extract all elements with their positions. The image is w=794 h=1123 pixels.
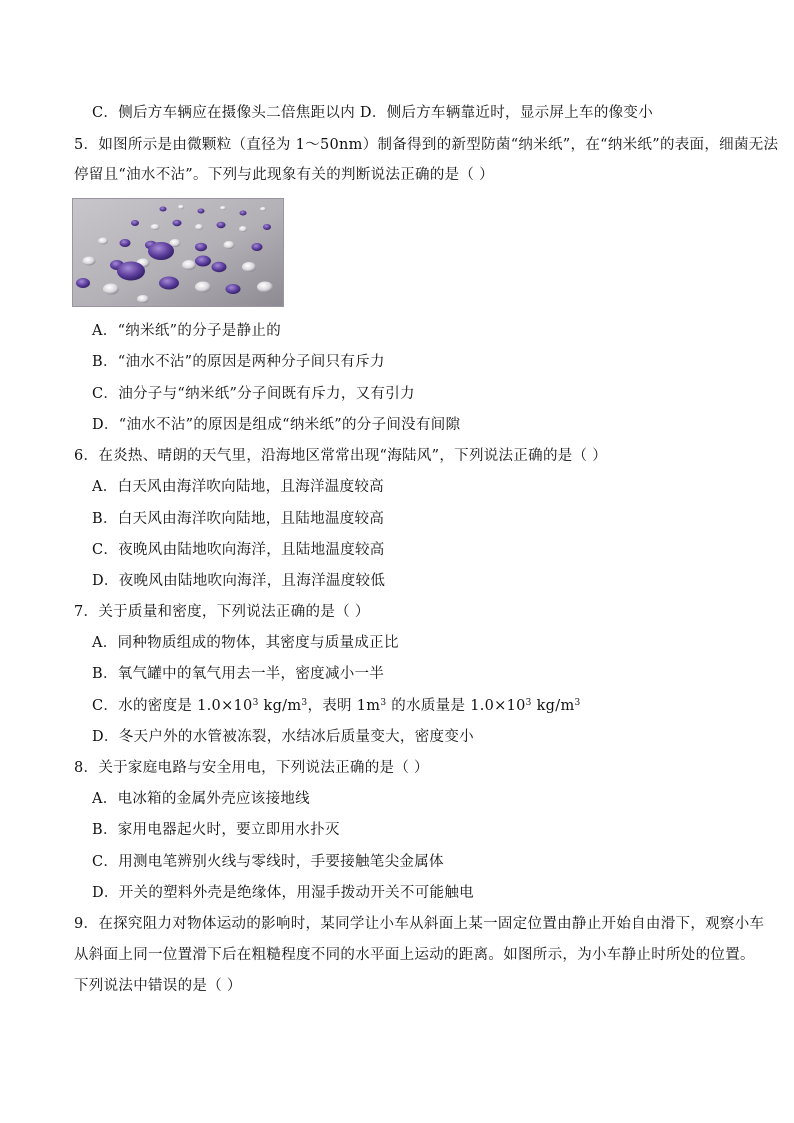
q5-option-d: D．“油水不沾”的原因是组成“纳米纸”的分子间没有间隙 — [92, 417, 461, 433]
q7-stem: 7．关于质量和密度，下列说法正确的是（ ） — [74, 604, 370, 620]
q9-stem-line1: 9．在探究阻力对物体运动的影响时，某同学让小车从斜面上某一固定位置由静止开始自由滑下，观察小车 — [74, 916, 765, 932]
q7-option-d: D．冬天户外的水管被冻裂，水结冰后质量变大，密度变小 — [92, 729, 474, 745]
q5-option-a: A．“纳米纸”的分子是静止的 — [92, 323, 281, 339]
q8-stem: 8．关于家庭电路与安全用电，下列说法正确的是（ ） — [74, 760, 429, 776]
q5-option-b: B．“油水不沾”的原因是两种分子间只有斥力 — [92, 354, 385, 370]
q8-option-b: B．家用电器起火时，要立即用水扑灭 — [92, 822, 340, 838]
q7-option-b: B．氧气罐中的氧气用去一半，密度减小一半 — [92, 666, 385, 682]
q8-option-a: A．电冰箱的金属外壳应该接地线 — [92, 791, 310, 807]
q8-option-d: D．开关的塑料外壳是绝缘体，用湿手拨动开关不可能触电 — [92, 885, 474, 901]
q8-option-c: C．用测电笔辨别火线与零线时，手要接触笔尖金属体 — [92, 854, 444, 870]
q7-option-a: A．同种物质组成的物体，其密度与质量成正比 — [92, 635, 399, 651]
q6-option-b: B．白天风由海洋吹向陆地，且陆地温度较高 — [92, 511, 385, 527]
q6-stem: 6．在炎热、晴朗的天气里，沿海地区常常出现“海陆风”，下列说法正确的是（ ） — [74, 448, 608, 464]
q9-stem-line3: 下列说法中错误的是（ ） — [74, 978, 242, 994]
q7-option-c: C．水的密度是 $1.0\times 10^3$ $kg/m^3$，表明 $1m^3$ 的水质量是 $1.0\times 10^3$ $kg/m^3$ — [92, 698, 581, 714]
q5-stem-line1: 5．如图所示是由微颗粒（直径为 1～50nm）制备得到的新型防菌“纳米纸”，在“纳米纸”的表面，细菌无法 — [74, 137, 779, 153]
q4-option-cd: C．侧后方车辆应在摄像头二倍焦距以内 D．侧后方车辆靠近时，显示屏上车的像变小 — [92, 105, 654, 121]
q5-option-c: C．油分子与“纳米纸”分子间既有斥力，又有引力 — [92, 386, 415, 402]
q6-option-d: D．夜晚风由陆地吹向海洋，且海洋温度较低 — [92, 573, 386, 589]
nano-paper-water-droplets-photo — [72, 198, 284, 307]
q9-stem-line2: 从斜面上同一位置滑下后在粗糙程度不同的水平面上运动的距离。如图所示，为小车静止时所处的位置。 — [74, 947, 755, 963]
q5-stem-line2: 停留且“油水不沾”。下列与此现象有关的判断说法正确的是（ ） — [74, 167, 494, 183]
q6-option-a: A．白天风由海洋吹向陆地，且海洋温度较高 — [92, 479, 384, 495]
q6-option-c: C．夜晚风由陆地吹向海洋，且陆地温度较高 — [92, 542, 385, 558]
